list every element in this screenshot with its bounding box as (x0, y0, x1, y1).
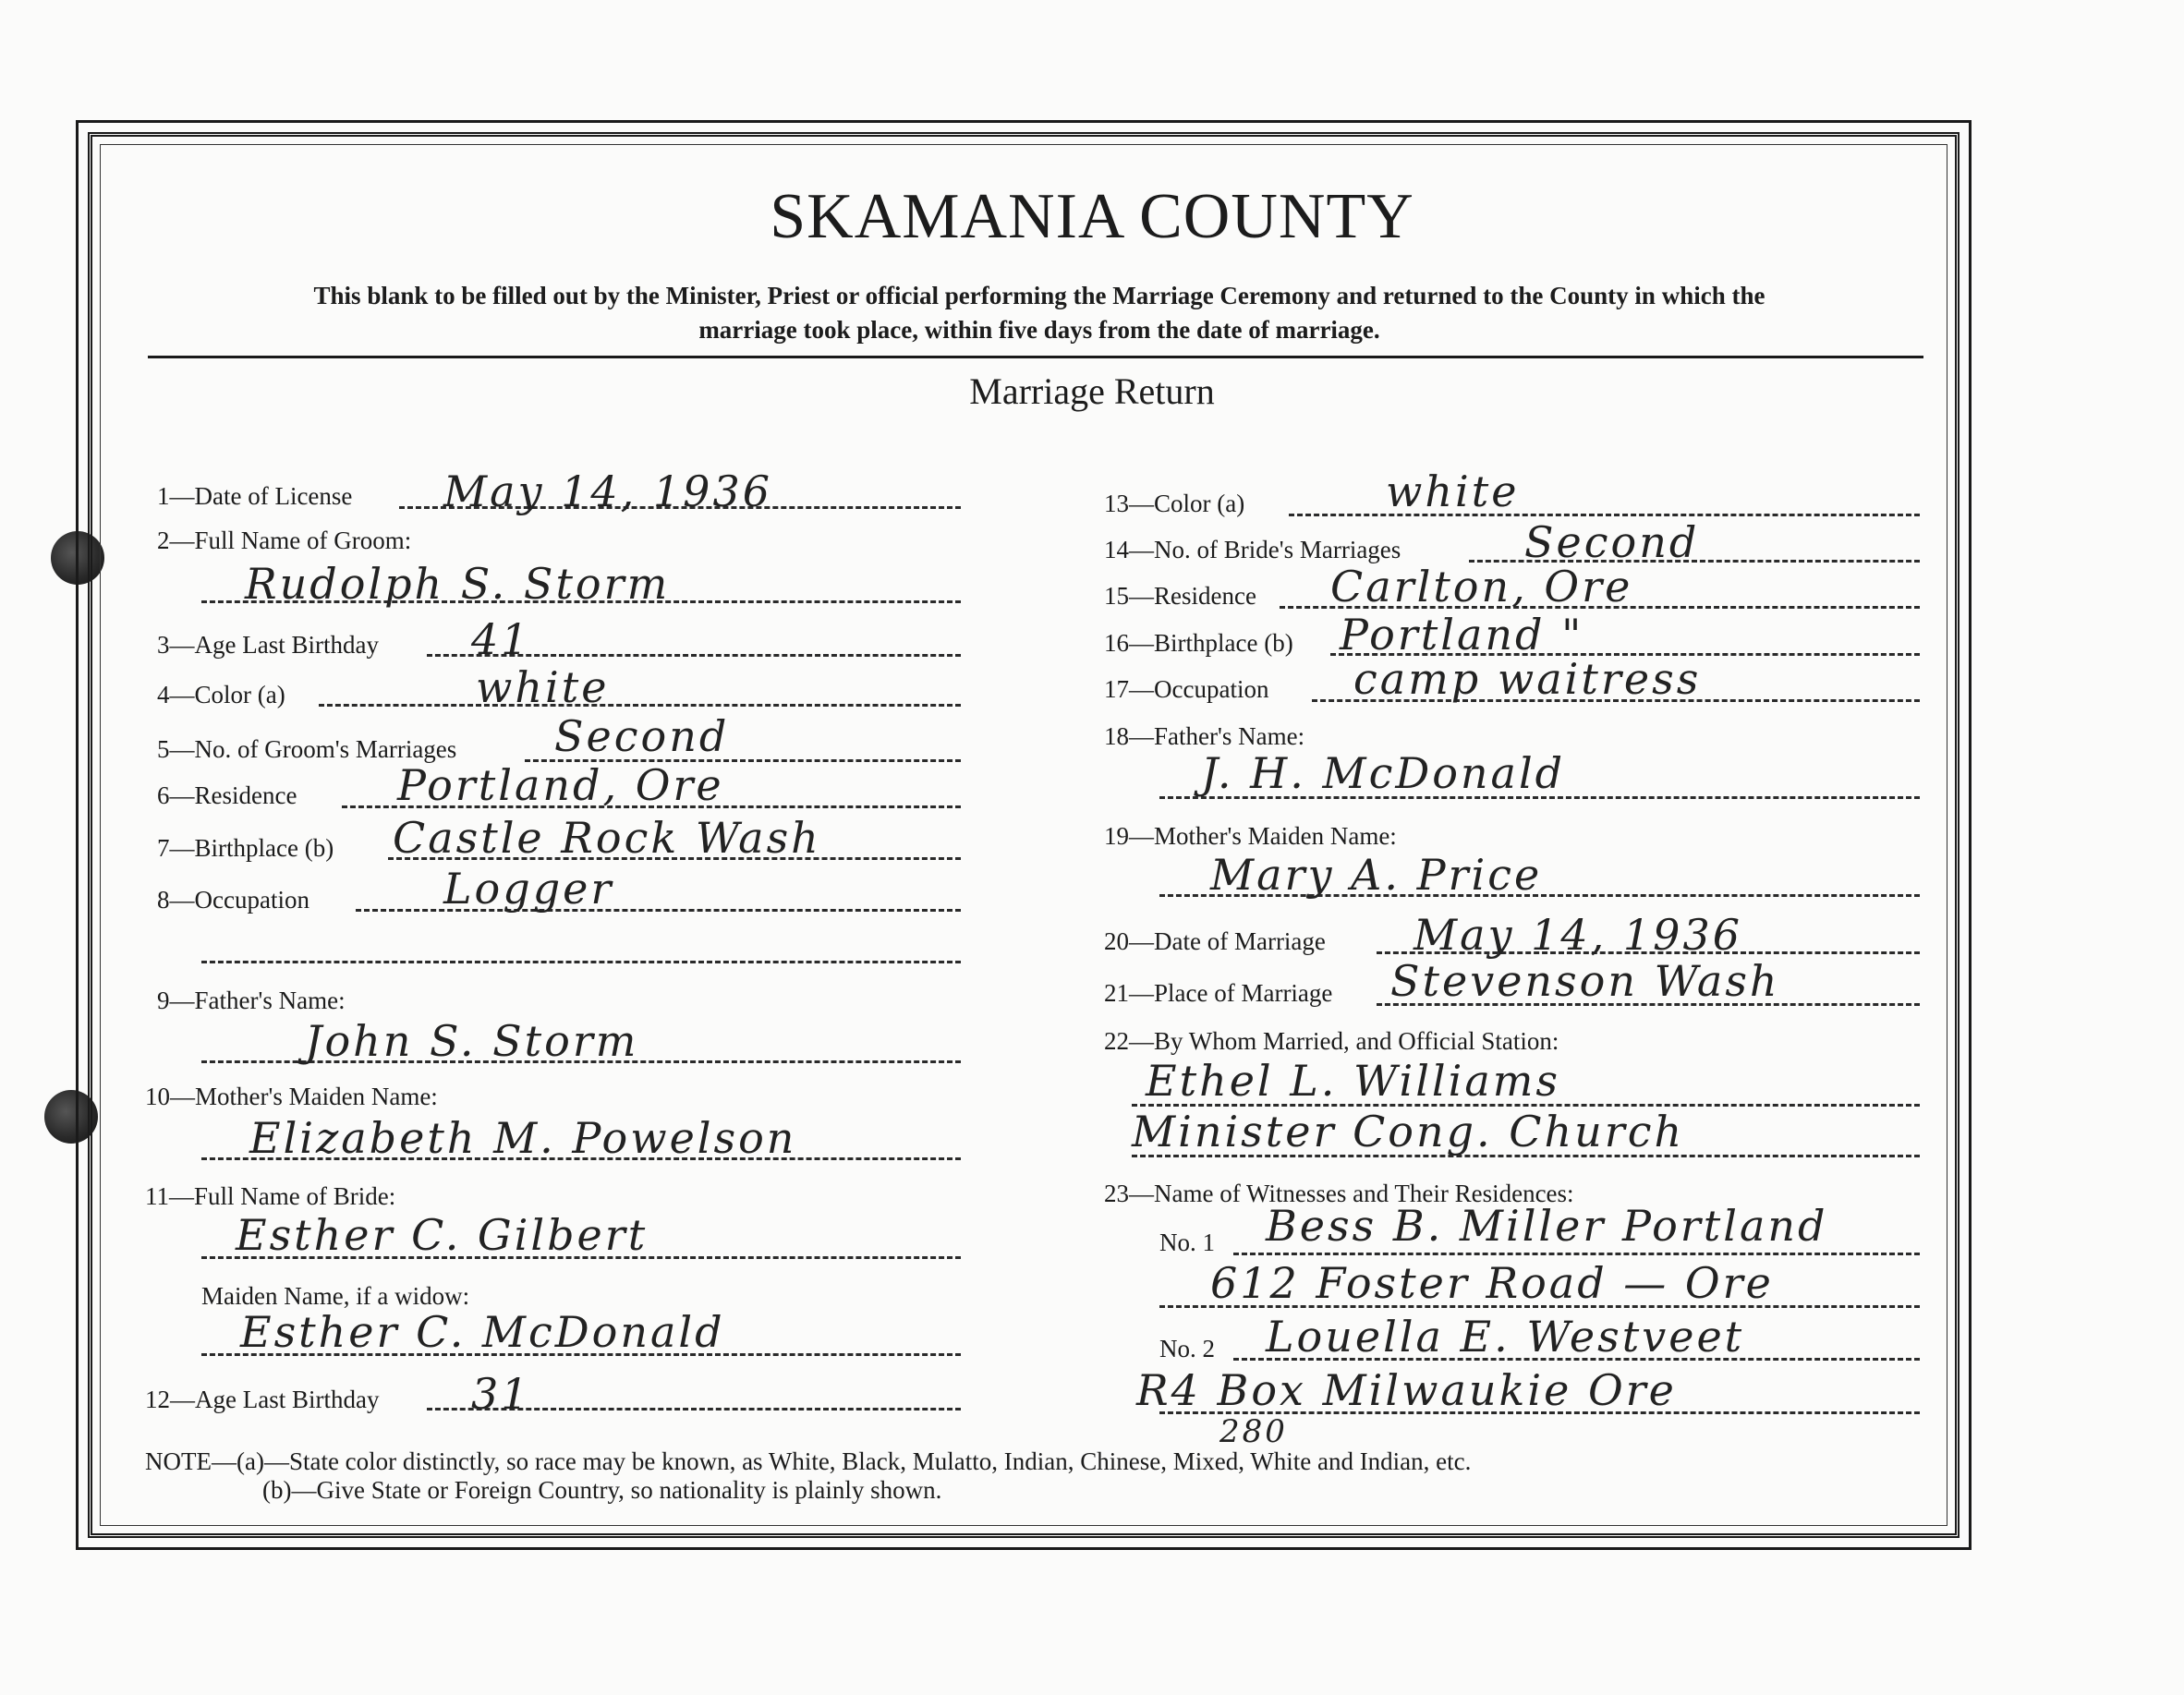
bride-marriages-value: Second (1524, 517, 1700, 567)
groom-birthplace-label: 7—Birthplace (b) (157, 834, 334, 862)
bride-father-label: 18—Father's Name: (1104, 722, 1305, 750)
groom-color-label: 4—Color (a) (157, 681, 285, 708)
bride-widow-name-label: Maiden Name, if a widow: (201, 1282, 470, 1310)
date-of-license-label: 1—Date of License (157, 482, 353, 510)
groom-marriages-label: 5—No. of Groom's Marriages (157, 735, 457, 763)
bride-birthplace-value: Portland " (1340, 610, 1584, 660)
header-rule (148, 356, 1923, 358)
bride-widow-name-value: Esther C. McDonald (240, 1307, 725, 1357)
groom-marriages-value: Second (554, 711, 730, 761)
bride-birthplace-label: 16—Birthplace (b) (1104, 629, 1293, 657)
date-of-marriage-value: May 14, 1936 (1414, 910, 1742, 960)
groom-residence-label: 6—Residence (157, 781, 297, 809)
form-title: SKAMANIA COUNTY (770, 181, 1414, 252)
form-instructions: This blank to be filled out by the Minister, Priest or official performing the Marriage Ceremony and returned to the County in which the marriage took place, within five days from the date of marriage. (313, 282, 1765, 344)
bride-name-value: Esther C. Gilbert (236, 1210, 649, 1260)
witness-1-address-value: 612 Foster Road — Ore (1210, 1258, 1774, 1308)
bride-occupation-label: 17—Occupation (1104, 675, 1269, 703)
note-b: (b)—Give State or Foreign Country, so nationality is plainly shown. (262, 1476, 942, 1504)
bride-age-label: 12—Age Last Birthday (145, 1386, 380, 1413)
officiant-name-value: Ethel L. Williams (1146, 1056, 1561, 1106)
bride-mother-label: 19—Mother's Maiden Name: (1104, 822, 1397, 850)
groom-father-value: John S. Storm (305, 1016, 639, 1066)
bride-color-value: white (1386, 466, 1520, 516)
groom-birthplace-value: Castle Rock Wash (393, 813, 821, 863)
witness-2-label: No. 2 (1159, 1335, 1215, 1362)
place-of-marriage-label: 21—Place of Marriage (1104, 979, 1333, 1007)
groom-occupation-label: 8—Occupation (157, 886, 309, 914)
officiant-station-value: Minister Cong. Church (1132, 1107, 1685, 1156)
form-subtitle: Marriage Return (969, 370, 1215, 412)
witness-1-name-value: Bess B. Miller Portland (1266, 1201, 1828, 1251)
witness-1-label: No. 1 (1159, 1229, 1215, 1256)
bride-name-label: 11—Full Name of Bride: (145, 1182, 396, 1210)
bride-occupation-value: camp waitress (1353, 654, 1702, 704)
witness-2-box-number: 280 (1219, 1413, 1288, 1450)
date-of-marriage-label: 20—Date of Marriage (1104, 927, 1326, 955)
groom-occupation-line-2 (201, 961, 961, 963)
date-of-license-value: May 14, 1936 (443, 466, 772, 516)
groom-age-value: 41 (471, 614, 531, 664)
groom-residence-value: Portland, Ore (397, 760, 724, 810)
groom-occupation-value: Logger (443, 864, 614, 914)
place-of-marriage-value: Stevenson Wash (1390, 956, 1780, 1006)
groom-father-label: 9—Father's Name: (157, 987, 346, 1014)
bride-father-value: J. H. McDonald (1201, 748, 1566, 798)
bride-age-value: 31 (471, 1369, 531, 1419)
groom-mother-value: Elizabeth M. Powelson (249, 1113, 797, 1163)
witness-2-name-value: Louella E. Westveet (1266, 1312, 1745, 1362)
bride-mother-value: Mary A. Price (1210, 850, 1543, 900)
witness-2-address-value: R4 Box Milwaukie Ore (1136, 1365, 1677, 1415)
bride-residence-value: Carlton, Ore (1330, 562, 1633, 611)
bride-color-label: 13—Color (a) (1104, 490, 1245, 517)
witnesses-label: 23—Name of Witnesses and Their Residences: (1104, 1180, 1574, 1207)
bride-marriages-label: 14—No. of Bride's Marriages (1104, 536, 1401, 563)
officiant-label: 22—By Whom Married, and Official Station: (1104, 1027, 1559, 1055)
groom-age-label: 3—Age Last Birthday (157, 631, 379, 659)
bride-color-line (1289, 514, 1920, 516)
groom-color-value: white (476, 662, 610, 712)
groom-color-line (319, 704, 961, 707)
groom-name-label: 2—Full Name of Groom: (157, 527, 412, 554)
bride-residence-label: 15—Residence (1104, 582, 1256, 610)
witness-1-line-1 (1233, 1253, 1920, 1255)
note-a: NOTE—(a)—State color distinctly, so race may be known, as White, Black, Mulatto, Indian, Chinese, Mixed, White and Indian, etc. (145, 1447, 1472, 1475)
groom-name-value: Rudolph S. Storm (245, 559, 671, 609)
groom-mother-label: 10—Mother's Maiden Name: (145, 1083, 438, 1110)
